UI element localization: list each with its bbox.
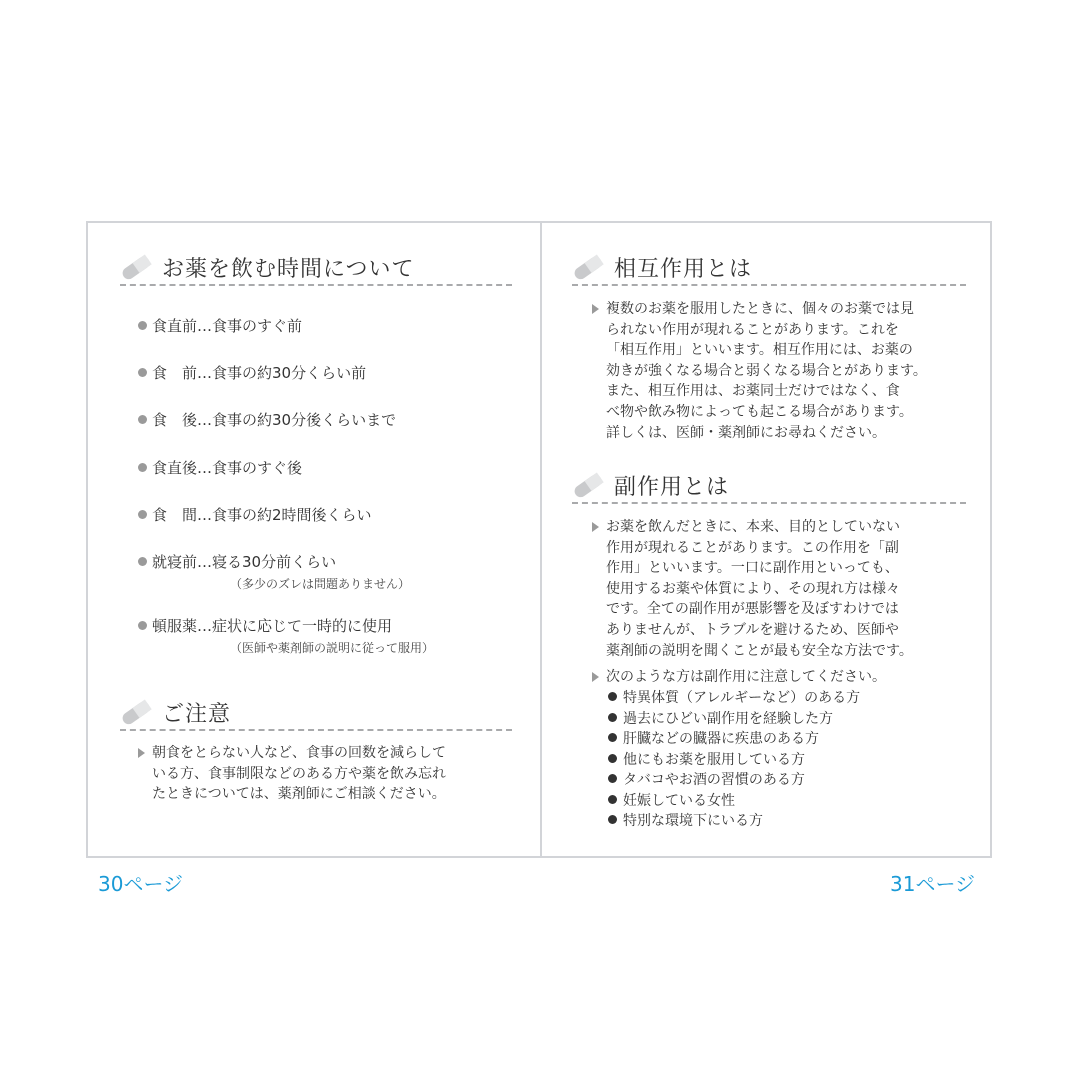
timing-item: 頓服薬…症状に応じて一時的に使用 — [138, 616, 392, 636]
timing-item: 食 後…食事の約30分後くらいまで — [138, 410, 396, 430]
bullet-dot-icon — [138, 321, 147, 330]
bullet-dot-icon — [608, 754, 617, 763]
timing-item: 就寝前…寝る30分前くらい — [138, 552, 336, 572]
bullet-dot-icon — [608, 815, 617, 824]
pill-capsule-icon — [570, 253, 606, 283]
side-effect-paragraph: お薬を飲んだときに、本来、目的としていない 作用が現れることがあります。この作用を「副 作用」といいます。一口に副作用といっても、 使用するお薬や体質により、その現れ方は様々 です。全ての副作用が悪影響を及ぼすわけでは ありませんが、トラブルを避けるため、医師や 薬剤師の説明を聞くことが最も安全な方法です。 — [606, 517, 913, 661]
interaction-heading-text: 相互作用とは — [614, 257, 753, 282]
bullet-dot-icon — [608, 733, 617, 742]
page-30 — [88, 223, 542, 856]
timing-item: 食 間…食事の約2時間後くらい — [138, 505, 372, 525]
bullet-dot-icon — [138, 557, 147, 566]
timing-note: （多少のズレは問題ありません） — [230, 577, 411, 591]
list-item: 他にもお薬を服用している方 — [608, 750, 860, 771]
caution-heading — [118, 697, 231, 728]
list-item: 特別な環境下にいる方 — [608, 811, 860, 832]
booklet-spread — [86, 221, 992, 858]
bullet-dot-icon — [608, 692, 617, 701]
side-effect-heading-text: 副作用とは — [614, 475, 730, 500]
triangle-bullet-icon — [592, 522, 599, 532]
bullet-dot-icon — [138, 463, 147, 472]
bullet-dot-icon — [138, 415, 147, 424]
timing-item: 食 前…食事の約30分くらい前 — [138, 363, 366, 383]
heading-divider — [572, 284, 966, 286]
page-31 — [542, 223, 990, 856]
heading-divider — [120, 729, 512, 731]
list-item: 肝臓などの臓器に疾患のある方 — [608, 729, 860, 750]
bullet-dot-icon — [608, 713, 617, 722]
side-effect-risk-list — [608, 688, 860, 832]
bullet-dot-icon — [138, 368, 147, 377]
triangle-bullet-icon — [138, 748, 145, 758]
timing-heading-text: お薬を飲む時間について — [162, 257, 415, 282]
triangle-bullet-icon — [592, 672, 599, 682]
triangle-bullet-icon — [592, 304, 599, 314]
side-effect-heading — [570, 470, 729, 501]
list-item: 特異体質（アレルギーなど）のある方 — [608, 688, 860, 709]
pill-capsule-icon — [118, 698, 154, 728]
pill-capsule-icon — [570, 471, 606, 501]
timing-heading — [118, 252, 415, 283]
caution-paragraph: 朝食をとらない人など、食事の回数を減らして いる方、食事制限などのある方や薬を飲み忘れ たときについては、薬剤師にご相談ください。 — [152, 743, 446, 805]
bullet-dot-icon — [608, 795, 617, 804]
timing-note: （医師や薬剤師の説明に従って服用） — [230, 641, 435, 655]
heading-divider — [120, 284, 512, 286]
caution-heading-text: ご注意 — [162, 702, 232, 727]
timing-item: 食直前…食事のすぐ前 — [138, 316, 302, 336]
page-number-right: 31ページ — [890, 872, 976, 896]
timing-item: 食直後…食事のすぐ後 — [138, 458, 302, 478]
bullet-dot-icon — [608, 774, 617, 783]
list-item: 過去にひどい副作用を経験した方 — [608, 709, 860, 730]
list-item: 妊娠している女性 — [608, 791, 860, 812]
bullet-dot-icon — [138, 621, 147, 630]
side-effect-caution-intro: 次のような方は副作用に注意してください。 — [606, 667, 886, 688]
list-item: タバコやお酒の習慣のある方 — [608, 770, 860, 791]
interaction-paragraph: 複数のお薬を服用したときに、個々のお薬では見 られない作用が現れることがあります。これを 「相互作用」といいます。相互作用には、お薬の 効きが強くなる場合と弱くなる場合とがあります。 また、相互作用は、お薬同士だけではなく、食 べ物や飲み物によっても起こる場合があります。 詳しくは、医師・薬剤師にお尋ねください。 — [606, 299, 927, 443]
interaction-heading — [570, 252, 752, 283]
page-number-left: 30ページ — [98, 872, 184, 896]
pill-capsule-icon — [118, 253, 154, 283]
heading-divider — [572, 502, 966, 504]
bullet-dot-icon — [138, 510, 147, 519]
